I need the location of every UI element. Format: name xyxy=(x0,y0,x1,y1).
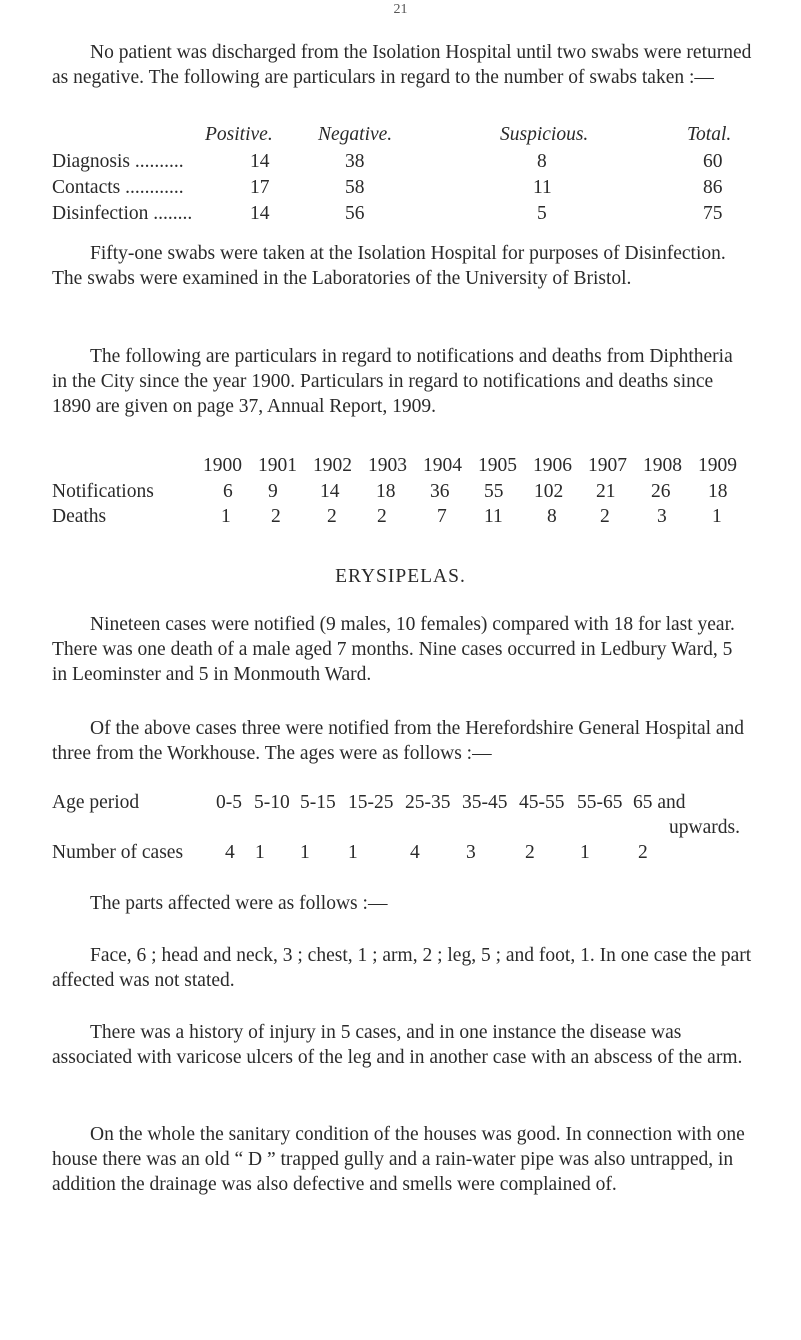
diphtheria-cell: 2 xyxy=(327,506,337,527)
paragraph-erysipelas-cases: Nineteen cases were notified (9 males, 10 females) compared with 18 for last year. There was one death of a male aged 7 months. Nine cases occurred in Ledbury Ward, 5 in Leominster and 5 in Monmouth Ward. xyxy=(52,614,735,685)
paragraph-injury-history: There was a history of injury in 5 cases, and in one instance the disease was associated with varicose ulcers of the leg and in another case with an abscess of the arm. xyxy=(52,1022,743,1068)
diphtheria-cell: 1 xyxy=(712,506,722,527)
swabs-cell: 75 xyxy=(703,203,723,224)
ages-cases: 4 xyxy=(410,842,420,863)
paragraph-swabs-intro: No patient was discharged from the Isolation Hospital until two swabs were returned as negative. The following are particulars in regard to the number of swabs taken :— xyxy=(52,42,752,88)
ages-cases: 1 xyxy=(580,842,590,863)
diphtheria-cell: 14 xyxy=(320,481,340,502)
diphtheria-cell: 36 xyxy=(430,481,450,502)
diphtheria-cell: 7 xyxy=(437,506,447,527)
ages-period: 35-45 xyxy=(462,792,508,813)
ages-cases: 1 xyxy=(255,842,265,863)
diphtheria-year: 1904 xyxy=(423,455,462,476)
ages-cases: 1 xyxy=(348,842,358,863)
ages-period: 5-10 xyxy=(254,792,290,813)
diphtheria-year: 1903 xyxy=(368,455,407,476)
swabs-row-label: Diagnosis .......... xyxy=(52,151,184,172)
diphtheria-cell: 9 xyxy=(268,481,278,502)
ages-period: 5-15 xyxy=(300,792,336,813)
ages-cases: 4 xyxy=(225,842,235,863)
paragraph-parts-affected: Face, 6 ; head and neck, 3 ; chest, 1 ; arm, 2 ; leg, 5 ; and foot, 1. In one case the part affected was not stated. xyxy=(52,945,752,991)
swabs-header-positive: Positive. xyxy=(205,124,273,145)
diphtheria-cell: 55 xyxy=(484,481,504,502)
page-number: 21 xyxy=(393,2,408,17)
diphtheria-year: 1902 xyxy=(313,455,352,476)
swabs-cell: 17 xyxy=(250,177,270,198)
ages-label-period: Age period xyxy=(52,792,140,813)
diphtheria-year: 1905 xyxy=(478,455,517,476)
ages-label-cases: Number of cases xyxy=(52,842,184,863)
diphtheria-year: 1900 xyxy=(203,455,242,476)
ages-cases: 2 xyxy=(525,842,535,863)
paragraph-erysipelas-sources: Of the above cases three were notified from the Herefordshire General Hospital and three from the Workhouse. The ages were as follows :— xyxy=(52,718,745,764)
swabs-header-negative: Negative. xyxy=(318,124,393,145)
swabs-cell: 5 xyxy=(537,203,547,224)
diphtheria-year: 1901 xyxy=(258,455,297,476)
ages-period: 65 and xyxy=(633,792,686,813)
diphtheria-row-label: Notifications xyxy=(52,481,154,502)
swabs-row-label: Disinfection ........ xyxy=(52,203,193,224)
diphtheria-cell: 21 xyxy=(596,481,616,502)
ages-period: 15-25 xyxy=(348,792,394,813)
swabs-cell: 8 xyxy=(537,151,547,172)
diphtheria-year: 1908 xyxy=(643,455,682,476)
swabs-cell: 11 xyxy=(533,177,552,198)
ages-cases: 2 xyxy=(638,842,648,863)
diphtheria-year: 1906 xyxy=(533,455,572,476)
diphtheria-cell: 8 xyxy=(547,506,557,527)
ages-period: 25-35 xyxy=(405,792,451,813)
diphtheria-cell: 11 xyxy=(484,506,503,527)
ages-period: 55-65 xyxy=(577,792,623,813)
swabs-cell: 38 xyxy=(345,151,365,172)
diphtheria-cell: 26 xyxy=(651,481,671,502)
swabs-header-total: Total. xyxy=(687,124,732,145)
diphtheria-cell: 2 xyxy=(377,506,387,527)
ages-period-upwards: upwards. xyxy=(669,817,740,838)
diphtheria-cell: 1 xyxy=(221,506,231,527)
diphtheria-cell: 18 xyxy=(708,481,728,502)
diphtheria-year: 1907 xyxy=(588,455,627,476)
diphtheria-cell: 3 xyxy=(657,506,667,527)
diphtheria-year: 1909 xyxy=(698,455,737,476)
paragraph-diphtheria-intro: The following are particulars in regard to notifications and deaths from Diphtheria in the City since the year 1900. Particulars in regard to notifications and deaths since 1890 are given on page 37, Annual Report, 1909. xyxy=(52,346,733,417)
paragraph-sanitary-condition: On the whole the sanitary condition of the houses was good. In connection with one house there was an old “ D ” trapped gully and a rain-water pipe was also untrapped, in addition the drainage was also defective and smells were complained of. xyxy=(52,1124,745,1195)
paragraph-disinfection: Fifty-one swabs were taken at the Isolation Hospital for purposes of Disinfection. The swabs were examined in the Laboratories of the University of Bristol. xyxy=(52,243,726,289)
ages-cases: 3 xyxy=(466,842,476,863)
swabs-cell: 14 xyxy=(250,203,270,224)
swabs-cell: 86 xyxy=(703,177,723,198)
swabs-row-label: Contacts ............ xyxy=(52,177,184,198)
paragraph-parts-affected-intro: The parts affected were as follows :— xyxy=(90,893,388,914)
ages-period: 45-55 xyxy=(519,792,565,813)
swabs-header-suspicious: Suspicious. xyxy=(500,124,589,145)
diphtheria-cell: 18 xyxy=(376,481,396,502)
swabs-cell: 14 xyxy=(250,151,270,172)
diphtheria-cell: 102 xyxy=(534,481,564,502)
diphtheria-cell: 2 xyxy=(600,506,610,527)
ages-period: 0-5 xyxy=(216,792,242,813)
swabs-cell: 58 xyxy=(345,177,365,198)
swabs-cell: 60 xyxy=(703,151,723,172)
section-heading-erysipelas: ERYSIPELAS. xyxy=(335,566,466,587)
diphtheria-cell: 2 xyxy=(271,506,281,527)
diphtheria-cell: 6 xyxy=(223,481,233,502)
diphtheria-row-label: Deaths xyxy=(52,506,107,527)
swabs-cell: 56 xyxy=(345,203,365,224)
ages-cases: 1 xyxy=(300,842,310,863)
